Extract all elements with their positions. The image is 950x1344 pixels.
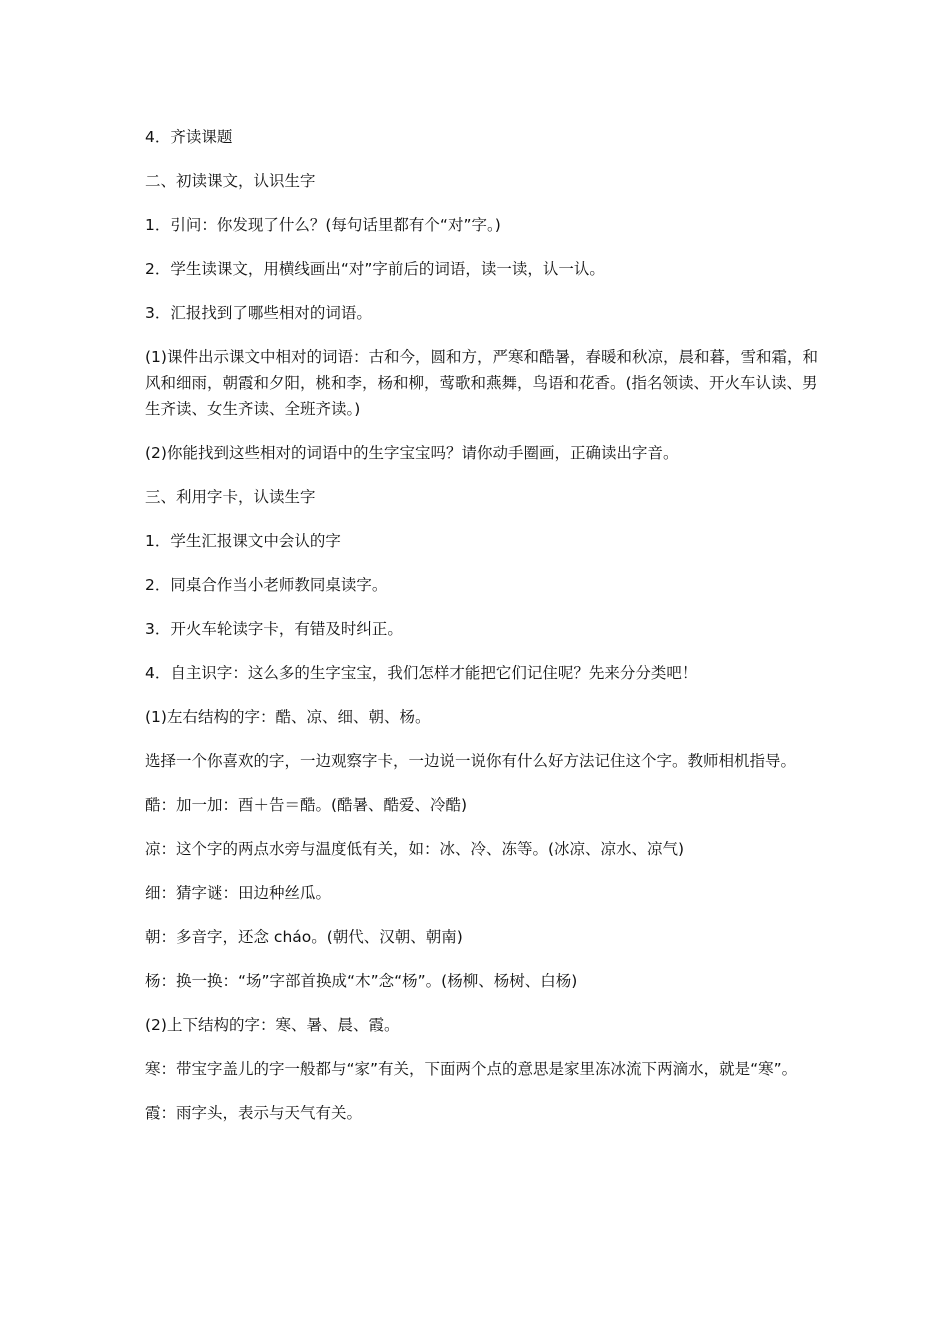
paragraph-char-ku: 酷：加一加：酉＋告＝酷。(酷暑、酷爱、冷酷) <box>145 796 468 814</box>
paragraph-char-liang: 凉：这个字的两点水旁与温度低有关，如：冰、冷、冻等。(冰凉、凉水、凉气) <box>145 840 685 858</box>
paragraph-left-right-structure: (1)左右结构的字：酷、凉、细、朝、杨。 <box>145 708 431 726</box>
paragraph-card-step-4: 4．自主识字：这么多的生字宝宝，我们怎样才能把它们记住呢？先来分分类吧！ <box>145 664 698 682</box>
section-heading-first-reading: 二、初读课文，认识生字 <box>145 172 316 190</box>
paragraph-char-yang: 杨：换一换：“场”字部首换成“木”念“杨”。(杨柳、杨树、白杨) <box>145 972 578 990</box>
paragraph-opposite-words: (1)课件出示课文中相对的词语：古和今，圆和方，严寒和酷暑，春暖和秋凉，晨和暮，雪和霜，和风和细雨，朝霞和夕阳，桃和李，杨和柳，莺歌和燕舞，鸟语和花香。(指名领读、开火车认读、男生齐读、女生齐读、全班齐读。) <box>145 348 818 418</box>
paragraph-step-1-question: 1．引问：你发现了什么？(每句话里都有个“对”字。) <box>145 216 501 234</box>
paragraph-choose-a-char: 选择一个你喜欢的字，一边观察字卡，一边说一说你有什么好方法记住这个字。教师相机指导。 <box>145 752 797 770</box>
paragraph-top-bottom-structure: (2)上下结构的字：寒、暑、晨、霞。 <box>145 1016 400 1034</box>
document-body <box>145 124 825 1144</box>
paragraph-step-4-read-title: 4．齐读课题 <box>145 128 233 146</box>
section-heading-word-cards: 三、利用字卡，认读生字 <box>145 488 316 506</box>
paragraph-card-step-2: 2．同桌合作当小老师教同桌读字。 <box>145 576 388 594</box>
paragraph-find-new-chars: (2)你能找到这些相对的词语中的生字宝宝吗？请你动手圈画，正确读出字音。 <box>145 444 679 462</box>
paragraph-char-han: 寒：带宝字盖儿的字一般都与“家”有关，下面两个点的意思是家里冻冰流下两滴水，就是“寒”。 <box>145 1060 798 1078</box>
paragraph-step-3-report: 3．汇报找到了哪些相对的词语。 <box>145 304 372 322</box>
paragraph-char-xia: 霞：雨字头，表示与天气有关。 <box>145 1104 363 1122</box>
paragraph-char-zhao: 朝：多音字，还念 cháo。(朝代、汉朝、朝南) <box>145 928 463 946</box>
paragraph-step-2-read-text: 2．学生读课文，用横线画出“对”字前后的词语，读一读，认一认。 <box>145 260 605 278</box>
paragraph-char-xi: 细：猜字谜：田边种丝瓜。 <box>145 884 332 902</box>
paragraph-card-step-1: 1．学生汇报课文中会认的字 <box>145 532 341 550</box>
paragraph-card-step-3: 3．开火车轮读字卡，有错及时纠正。 <box>145 620 403 638</box>
